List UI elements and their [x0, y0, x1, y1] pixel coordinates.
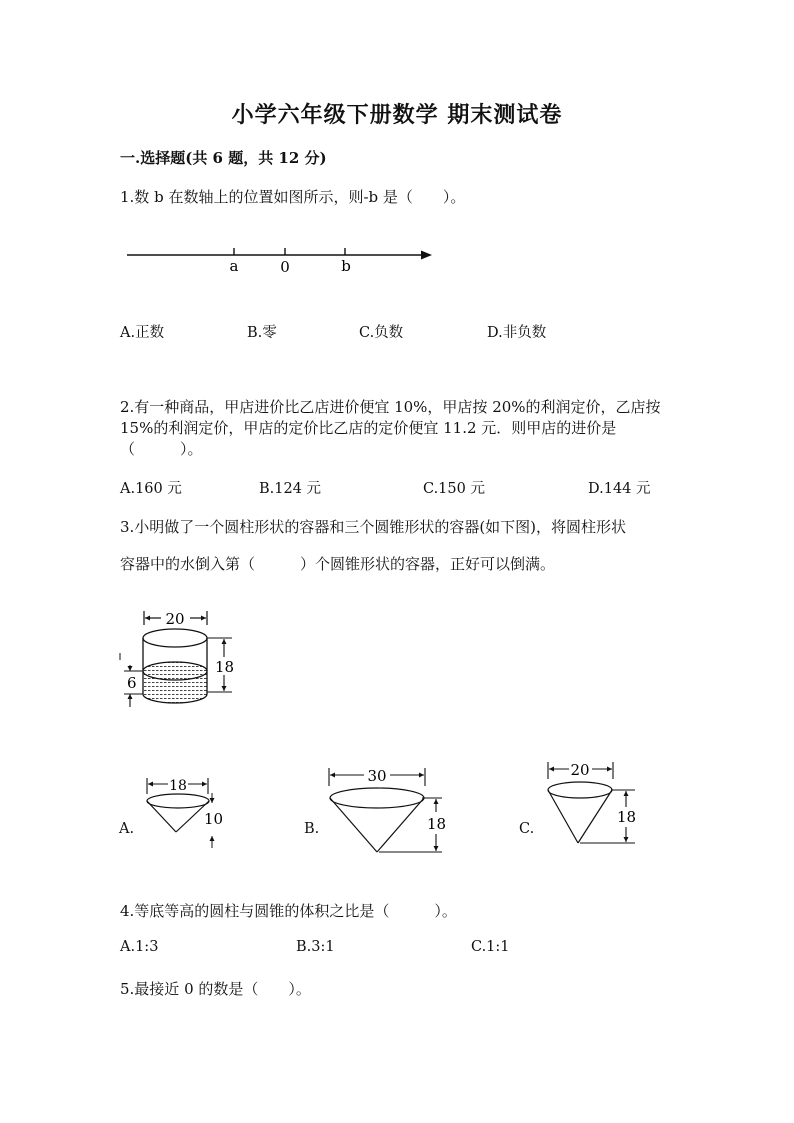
cone-a-label: A. [119, 821, 135, 837]
question-1-text: 1.数 b 在数轴上的位置如图所示，则-b 是（ ）。 [120, 188, 466, 206]
q4-option-a: A.1:3 [120, 939, 159, 955]
q1-option-c: C.负数 [359, 325, 404, 341]
question-3-line-1: 3.小明做了一个圆柱形状的容器和三个圆锥形状的容器(如下图)，将圆柱形状 [120, 518, 627, 536]
q2-option-c: C.150 元 [423, 481, 485, 497]
number-line-figure [120, 236, 440, 281]
q2-option-d: D.144 元 [588, 481, 651, 497]
q1-option-d: D.非负数 [487, 325, 547, 341]
q2-option-b: B.124 元 [259, 481, 322, 497]
section-heading: 一.选择题(共 6 题，共 12 分) [120, 149, 327, 167]
cone-b-diameter-label: 30 [367, 767, 387, 785]
page-title: 小学六年级下册数学 期末测试卷 [231, 102, 563, 128]
question-3-line-2: 容器中的水倒入第（ ）个圆锥形状的容器，正好可以倒满。 [120, 555, 556, 573]
cylinder-water-label: 6 [127, 674, 137, 692]
number-line-arrow [421, 251, 432, 260]
cone-c-figure [541, 757, 646, 849]
q2-option-a: A.160 元 [120, 481, 182, 497]
cone-b-label: B. [304, 821, 320, 837]
cone-b-height-label: 18 [427, 815, 447, 833]
axis-label-b: b [341, 257, 351, 275]
axis-label-a: a [229, 257, 239, 275]
q4-option-b: B.3:1 [296, 939, 335, 955]
cylinder-height-label: 18 [215, 658, 235, 676]
question-5-text: 5.最接近 0 的数是（ ）。 [120, 980, 311, 998]
question-2-line-1: 2.有一种商品，甲店进价比乙店进价便宜 10%，甲店按 20%的利润定价，乙店按 [120, 398, 661, 416]
cone-a-figure [140, 770, 240, 858]
question-4-text: 4.等底等高的圆柱与圆锥的体积之比是（ ）。 [120, 902, 457, 920]
q4-option-c: C.1:1 [471, 939, 510, 955]
axis-label-zero: 0 [280, 258, 290, 276]
q1-option-a: A.正数 [120, 325, 165, 341]
q1-option-b: B.零 [247, 325, 277, 341]
cone-c-label: C. [519, 821, 535, 837]
cone-c-height-label: 18 [617, 808, 637, 826]
cone-a-height-label: 10 [204, 810, 224, 828]
question-2-line-2: 15%的利润定价，甲店的定价比乙店的定价便宜 11.2 元．则甲店的进价是 [120, 419, 617, 437]
cone-b-figure [322, 762, 452, 860]
cone-c-diameter-label: 20 [570, 761, 590, 779]
cylinder-figure [112, 605, 242, 720]
cylinder-diameter-label: 20 [165, 610, 185, 628]
question-2-line-3: （ ）。 [120, 440, 203, 458]
cone-a-diameter-label: 18 [169, 778, 187, 794]
